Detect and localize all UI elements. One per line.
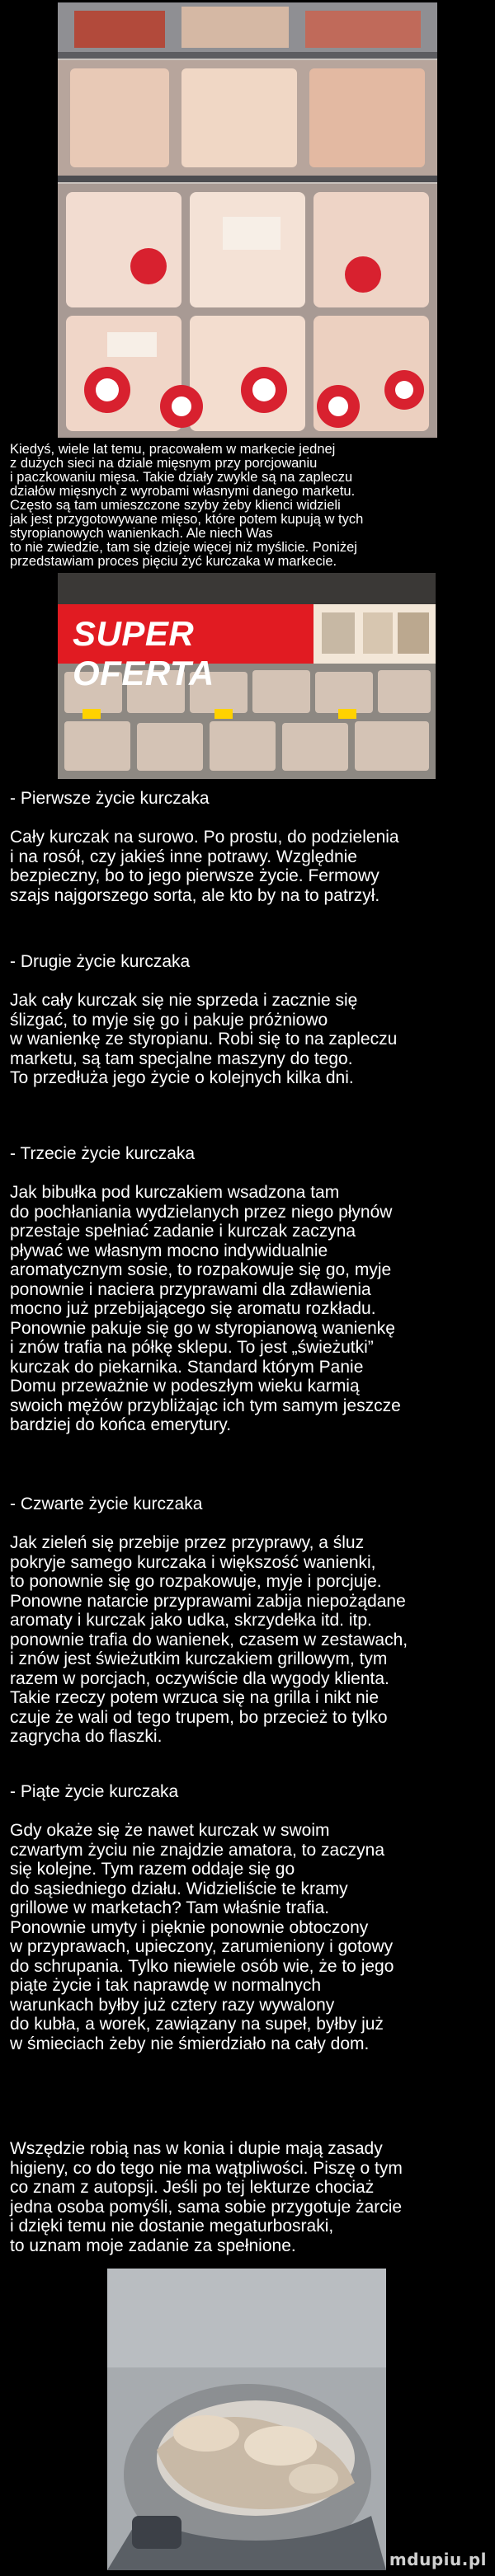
section-third-life: - Trzecie życie kurczaka Jak bibułka pod kurczakiem wsadzona tam do pochłaniania wydzielanych przez niego płynów przestaje spełniać zadanie i kurczak zaczyna pływać we własnym mocno indywidualnie aromatycznym sosie, to rozpakowuje się go, myje ponownie i naciera przyprawami dla zdławienia mocno już przebijającego się aromatu rozkładu. Ponownie pakuje się go w styropianową wanienkę i znów trafia na półkę sklepu. To jest „świeżutki” kurczak do piekarnika. Standard którym Panie Domu przeważnie w podeszłym wieku karmią swoich mężów przybliżając ich tym samym jeszcze bardziej do końca emerytury. — [10, 1144, 401, 1434]
photo-hand-with-chicken — [107, 2269, 386, 2570]
section-fourth-life: - Czwarte życie kurczaka Jak zieleń się przebije przez przyprawy, a śluz pokryje samego kurczaka i większość wanienki, to ponownie się go rozpakowuje, myje i porcjuje. Ponowne natarcie przyprawami zabija niepożądane aromaty i kurczak jako udka, skrzydełka itd. itp. ponownie trafia do wanienek, czasem w zestawach, i znów jest świeżutkim kurczakiem grillowym, tym razem w porcjach, oczywiście dla wygody klienta. Takie rzeczy potem wrzuca się na grilla i nikt nie czuje że wali od tego trupem, bo przecież to tylko zagrycha do flaszki. — [10, 1494, 408, 1746]
section-second-life: - Drugie życie kurczaka Jak cały kurczak się nie sprzeda i zacznie się ślizgać, to myje się go i pakuje próżniowo w wanienkę ze styropianu. Robi się to na zapleczu marketu, są tam specjalne maszyny do tego. To przedłuża jego życie o kolejnych kilka dni. — [10, 952, 398, 1087]
section-conclusion: Wszędzie robią nas w konia i dupie mają zasady higieny, co do tego nie ma wątpliwości. Piszę o tym co znam z autopsji. Jeśli po tej lekturze chociaż jedna osoba pomyśli, sama sobie przygotuje żarcie i dzięki temu nie dostanie megaturbosraki, to uznam moje zadanie za spełnione. — [10, 2139, 403, 2255]
section-first-life: - Pierwsze życie kurczaka Cały kurczak na surowo. Po prostu, do podzielenia i na rosół, czy jakieś inne potrawy. Względnie bezpieczny, bo to jego pierwsze życie. Fermowy szajs najgorszego sorta, ale kto by na to patrzył. — [10, 789, 399, 905]
site-watermark: mdupiu.pl — [389, 2550, 487, 2569]
super-oferta-sign: SUPER OFERTA — [73, 614, 214, 692]
intro-paragraph: Kiedyś, wiele lat temu, pracowałem w markecie jednej z dużych sieci na dziale mięsnym przy porcjowaniu i paczkowaniu mięsa. Takie działy zwykle są na zapleczu działów mięsnych z wyrobami własnymi danego marketu. Często są tam umieszczone szyby żeby klienci widzieli jak jest przygotowywane mięso, które potem kupują w tych styropianowych wanienkach. Ale niech Was to nie zwiedzie, tam się dzieje więcej niż myślicie. Poniżej przedstawiam proces pięciu żyć kurczaka w markecie. — [10, 442, 364, 569]
section-fifth-life: - Piąte życie kurczaka Gdy okaże się że nawet kurczak w swoim czwartym życiu nie znajdzie amatora, to zaczyna się kolejne. Tym razem oddaje się go do sąsiedniego działu. Widzieliście te kramy grillowe w marketach? Tam właśnie trafia. Ponownie umyty i pięknie ponownie obtoczony w przyprawach, upieczony, zarumieniony i gotowy do schrupania. Tylko niewiele osób wie, że to jego piąte życie i tak naprawdę w normalnych warunkach byłby już cztery razy wywalony do kubła, a worek, zawiązany na supeł, byłby już w śmieciach żeby nie śmierdziało na cały dom. — [10, 1782, 394, 2053]
photo-packaged-chicken-shelf — [58, 2, 437, 438]
photo-super-oferta-fridge — [58, 573, 436, 779]
